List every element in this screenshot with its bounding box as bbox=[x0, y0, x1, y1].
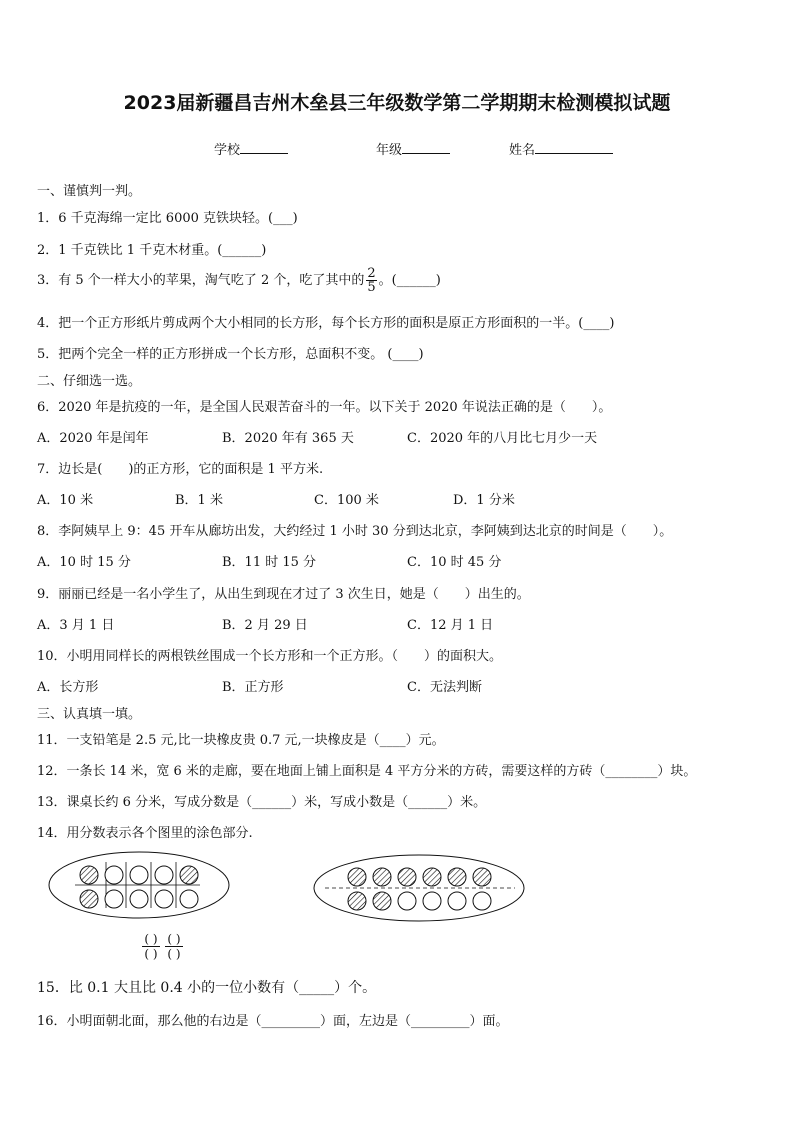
q6-option-c: C．2020 年的八月比七月少一天 bbox=[407, 431, 598, 446]
fraction: $\frac{2}{5}$ bbox=[367, 266, 376, 295]
question-16: 16．小明面朝北面，那么他的右边是（_________）面，左边是（_________）面。 bbox=[37, 1014, 509, 1029]
q7-option-d: D．1 分米 bbox=[453, 493, 515, 508]
q6-option-b: B．2020 年有 365 天 bbox=[222, 431, 354, 446]
q7-option-a: A．10 米 bbox=[37, 493, 94, 508]
question-6: 6．2020 年是抗疫的一年，是全国人民艰苦奋斗的一年。以下关于 2020 年说法正确的是（ ）。 bbox=[37, 400, 612, 415]
name-field: 姓名 bbox=[509, 139, 613, 158]
answer-fraction-1: ( ) ( ) bbox=[142, 932, 160, 961]
fraction-figure bbox=[0, 848, 794, 938]
q9-option-a: A．3 月 1 日 bbox=[37, 618, 115, 633]
page-title: 2023届新疆昌吉州木垒县三年级数学第二学期期末检测模拟试题 bbox=[123, 92, 671, 114]
question-5: 5．把两个完全一样的正方形拼成一个长方形，总面积不变。 (____) bbox=[37, 347, 424, 362]
answer-fraction-2: ( ) ( ) bbox=[165, 932, 183, 961]
left-oval-figure bbox=[49, 852, 229, 918]
school-field: 学校 bbox=[214, 139, 288, 158]
question-14: 14．用分数表示各个图里的涂色部分. bbox=[37, 826, 253, 841]
q10-option-a: A．长方形 bbox=[37, 680, 99, 695]
q8-option-b: B．11 时 15 分 bbox=[222, 555, 317, 570]
q8-option-c: C．10 时 45 分 bbox=[407, 555, 502, 570]
q7-option-b: B．1 米 bbox=[175, 493, 223, 508]
question-8: 8．李阿姨早上 9：45 开车从廊坊出发，大约经过 1 小时 30 分到达北京，李阿姨到达北京的时间是（ ）。 bbox=[37, 524, 673, 539]
q7-option-c: C．100 米 bbox=[314, 493, 379, 508]
question-3: 3．有 5 个一样大小的苹果，淘气吃了 2 个，吃了其中的 $\frac{2}{5}$ 。(______) bbox=[37, 266, 441, 295]
question-13: 13．课桌长约 6 分米，写成分数是（______）米，写成小数是（______）米。 bbox=[37, 795, 487, 810]
question-10: 10．小明用同样长的两根铁丝围成一个长方形和一个正方形。（ ）的面积大。 bbox=[37, 649, 503, 664]
section-heading-2: 二、仔细选一选。 bbox=[37, 374, 142, 389]
q9-option-b: B．2 月 29 日 bbox=[222, 618, 308, 633]
q6-option-a: A．2020 年是闰年 bbox=[37, 431, 149, 446]
right-oval-figure bbox=[314, 855, 524, 921]
q10-option-c: C．无法判断 bbox=[407, 680, 482, 695]
question-15: 15．比 0.1 大且比 0.4 小的一位小数有（_____）个。 bbox=[37, 980, 377, 996]
question-2: 2．1 千克铁比 1 千克木材重。(______) bbox=[37, 243, 267, 258]
question-11: 11．一支铅笔是 2.5 元,比一块橡皮贵 0.7 元,一块橡皮是（____）元。 bbox=[37, 733, 445, 748]
section-heading-3: 三、认真填一填。 bbox=[37, 707, 142, 722]
question-4: 4．把一个正方形纸片剪成两个大小相同的长方形，每个长方形的面积是原正方形面积的一半。(____) bbox=[37, 316, 615, 331]
q10-option-b: B．正方形 bbox=[222, 680, 284, 695]
q9-option-c: C．12 月 1 日 bbox=[407, 618, 494, 633]
q8-option-a: A．10 时 15 分 bbox=[37, 555, 131, 570]
question-1: 1．6 千克海绵一定比 6000 克铁块轻。(___) bbox=[37, 211, 298, 226]
question-7: 7．边长是( )的正方形，它的面积是 1 平方米. bbox=[37, 462, 324, 477]
question-12: 12．一条长 14 米，宽 6 米的走廊，要在地面上铺上面积是 4 平方分米的方砖，需要这样的方砖（________）块。 bbox=[37, 764, 697, 779]
grade-field: 年级 bbox=[376, 139, 450, 158]
question-9: 9．丽丽已经是一名小学生了，从出生到现在才过了 3 次生日，她是（ ）出生的。 bbox=[37, 587, 530, 602]
section-heading-1: 一、谨慎判一判。 bbox=[37, 184, 142, 199]
